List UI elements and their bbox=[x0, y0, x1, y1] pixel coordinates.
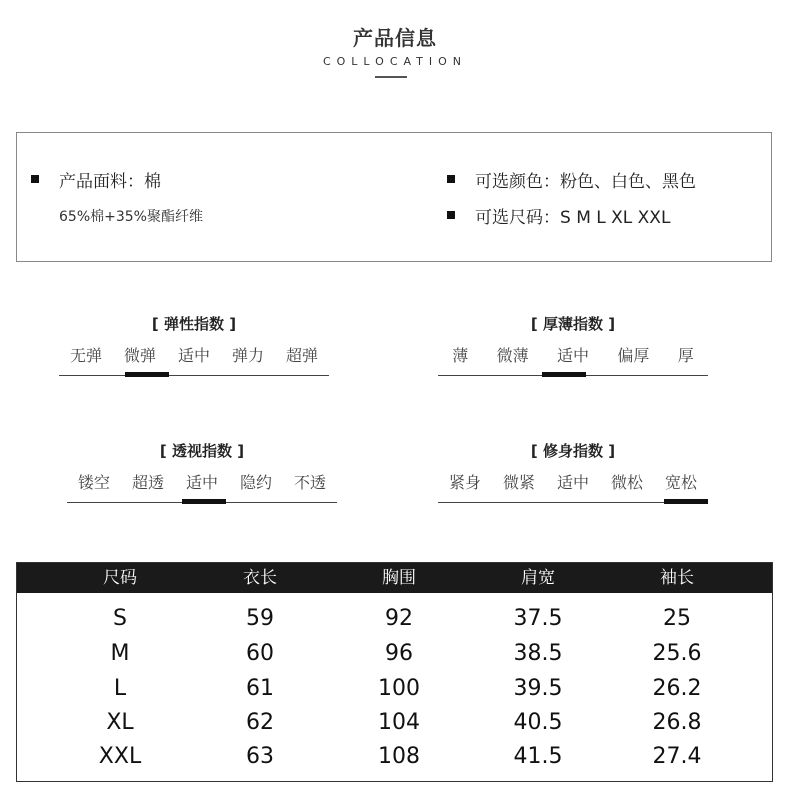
scale-option: 偏厚 bbox=[617, 346, 650, 365]
scale-marker bbox=[542, 372, 586, 377]
table-cell: 96 bbox=[385, 641, 413, 666]
table-cell: 26.2 bbox=[652, 676, 702, 701]
scale-title: [ 弹性指数 ] bbox=[151, 315, 237, 333]
column-header: 肩宽 bbox=[521, 568, 555, 588]
scale-title: [ 透视指数 ] bbox=[159, 442, 245, 460]
table-cell: S bbox=[113, 606, 127, 631]
table-cell: 59 bbox=[246, 606, 274, 631]
thickness-index bbox=[438, 313, 708, 393]
scale-option: 隐约 bbox=[239, 473, 272, 492]
column-header: 衣长 bbox=[243, 568, 277, 588]
scale-marker bbox=[664, 499, 708, 504]
column-header: 袖长 bbox=[660, 568, 694, 588]
scale-option: 超弹 bbox=[285, 346, 318, 365]
scale-option: 弹力 bbox=[231, 346, 264, 365]
bullet-icon bbox=[447, 175, 455, 183]
table-cell: 62 bbox=[246, 710, 274, 735]
size-options: 可选尺码：S M L XL XXL bbox=[475, 208, 671, 228]
scale-option: 微松 bbox=[610, 473, 643, 492]
scale-option: 镂空 bbox=[77, 473, 110, 492]
transparency-index bbox=[67, 440, 337, 520]
scale-option: 不透 bbox=[293, 473, 326, 492]
size-table bbox=[16, 562, 773, 782]
table-cell: 38.5 bbox=[513, 641, 563, 666]
fabric-label: 产品面料：棉 bbox=[59, 172, 161, 192]
table-cell: 108 bbox=[378, 744, 420, 769]
scale-option: 适中 bbox=[556, 473, 589, 492]
table-cell: XL bbox=[106, 710, 134, 735]
scale-option: 薄 bbox=[452, 346, 469, 365]
scale-option: 微弹 bbox=[123, 346, 156, 365]
table-cell: 60 bbox=[246, 641, 274, 666]
scale-marker bbox=[125, 372, 169, 377]
scale-option: 适中 bbox=[556, 346, 589, 365]
table-cell: 37.5 bbox=[513, 606, 563, 631]
table-cell: M bbox=[110, 641, 130, 666]
bullet-icon bbox=[447, 211, 455, 219]
table-cell: 63 bbox=[246, 744, 274, 769]
table-cell: 104 bbox=[378, 710, 420, 735]
color-options: 可选颜色：粉色、白色、黑色 bbox=[475, 172, 696, 192]
elasticity-index bbox=[59, 313, 329, 393]
page-title: 产品信息 bbox=[353, 26, 437, 50]
table-cell: 92 bbox=[385, 606, 413, 631]
table-cell: 26.8 bbox=[652, 710, 702, 735]
page-subtitle: COLLOCATION bbox=[322, 55, 468, 68]
scale-line bbox=[59, 375, 329, 376]
product-info-box bbox=[16, 132, 772, 262]
table-cell: 61 bbox=[246, 676, 274, 701]
table-cell: 41.5 bbox=[513, 744, 563, 769]
table-cell: 39.5 bbox=[513, 676, 563, 701]
scale-option: 适中 bbox=[185, 473, 218, 492]
scale-option: 紧身 bbox=[448, 473, 481, 492]
scale-title: [ 厚薄指数 ] bbox=[530, 315, 616, 333]
scale-option: 宽松 bbox=[664, 473, 697, 492]
scale-option: 微薄 bbox=[496, 346, 529, 365]
scale-option: 厚 bbox=[677, 346, 694, 365]
fabric-detail: 65%棉+35%聚酯纤维 bbox=[59, 209, 203, 225]
scale-option: 适中 bbox=[177, 346, 210, 365]
table-cell: 25 bbox=[663, 606, 691, 631]
table-header bbox=[17, 563, 772, 593]
table-cell: 25.6 bbox=[652, 641, 702, 666]
title-underline bbox=[375, 76, 407, 78]
table-cell: 27.4 bbox=[652, 744, 702, 769]
column-header: 胸围 bbox=[382, 568, 416, 588]
table-cell: L bbox=[113, 676, 127, 701]
table-cell: 40.5 bbox=[513, 710, 563, 735]
column-header: 尺码 bbox=[103, 568, 137, 588]
table-cell: XXL bbox=[98, 744, 142, 769]
scale-title: [ 修身指数 ] bbox=[530, 442, 616, 460]
bullet-icon bbox=[31, 175, 39, 183]
fit-index bbox=[438, 440, 708, 520]
scale-option: 无弹 bbox=[69, 346, 102, 365]
scale-option: 微紧 bbox=[502, 473, 535, 492]
scale-marker bbox=[182, 499, 226, 504]
table-cell: 100 bbox=[378, 676, 420, 701]
scale-option: 超透 bbox=[131, 473, 164, 492]
